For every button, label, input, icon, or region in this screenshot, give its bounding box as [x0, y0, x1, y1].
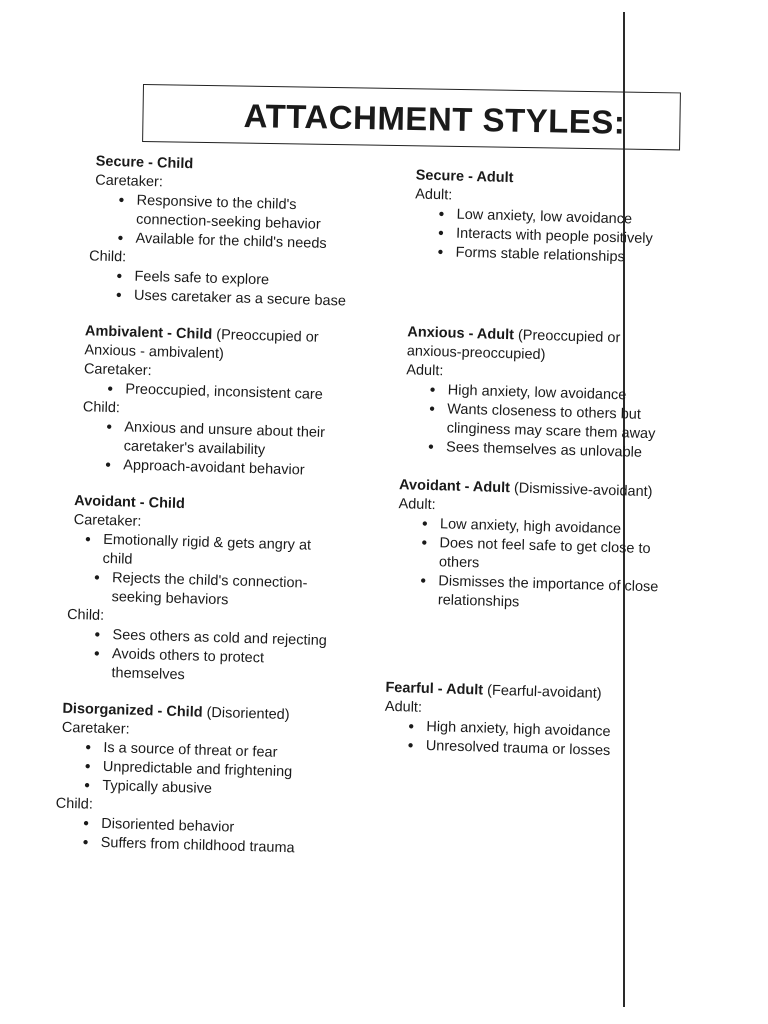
role-label: Adult:: [414, 186, 453, 204]
role-label: Caretaker:: [61, 719, 130, 738]
role-label: Child:: [82, 399, 121, 417]
section-heading: Secure - Adult: [415, 167, 514, 187]
section-avoidant-child: [66, 492, 368, 690]
bullet-list: [416, 515, 681, 617]
bullet-list: [101, 418, 370, 482]
bullet-list: [112, 267, 375, 312]
list-item: • Unresolved trauma or losses: [404, 736, 674, 763]
bullet-list: [79, 530, 367, 614]
list-item: • Emotionally rigid & gets angry at child: [80, 530, 318, 575]
page-title: ATTACHMENT STYLES:: [243, 97, 626, 141]
role-label: Adult:: [406, 362, 444, 380]
section-secure-child: [88, 153, 378, 313]
role-label: Child:: [66, 606, 105, 624]
section-disorganized-child: [55, 700, 362, 860]
list-item: • Interacts with people positively: [434, 224, 688, 250]
role-label: Caretaker:: [83, 361, 152, 380]
list-item: • Feels safe to explore: [112, 267, 374, 293]
section-heading: Avoidant - Child: [74, 493, 186, 513]
list-item: • Unpredictable and frightening: [81, 757, 361, 784]
list-item: • High anxiety, high avoidance: [404, 717, 674, 744]
role-label: Caretaker:: [94, 172, 164, 191]
list-item: • Disoriented behavior: [79, 814, 359, 841]
section-heading: Secure - Child: [95, 153, 194, 173]
role-label: Child:: [55, 795, 94, 813]
section-secure-adult: [413, 166, 690, 269]
list-item: • Is a source of threat or fear: [81, 738, 361, 765]
list-item: • Rejects the child's connection-seeking behaviors: [89, 569, 312, 613]
list-item: • Suffers from childhood trauma: [78, 833, 358, 860]
list-item: • High anxiety, low avoidance: [425, 381, 683, 407]
list-item: • Sees themselves as unlovable: [424, 438, 682, 464]
list-item: • Low anxiety, high avoidance: [418, 515, 680, 541]
list-item: • Low anxiety, low avoidance: [434, 205, 688, 231]
adult-column: [384, 166, 690, 763]
list-item: • Uses caretaker as a secure base: [112, 286, 374, 312]
bullet-list: [424, 381, 684, 464]
section-heading: Avoidant - Adult (Dismissive-avoidant): [398, 477, 653, 501]
role-label: Adult:: [384, 698, 423, 716]
list-item: • Does not feel safe to get close to others: [417, 534, 660, 579]
list-item: • Sees others as cold and rejecting: [90, 626, 364, 653]
list-item: • Dismisses the importance of close relationships: [416, 572, 669, 617]
bullet-list: [80, 738, 361, 803]
section-heading: Fearful - Adult (Fearful-avoidant): [385, 679, 602, 702]
bullet-list: [89, 626, 364, 691]
list-item: • Preoccupied, inconsistent care: [103, 380, 371, 406]
section-avoidant-adult: [396, 476, 682, 617]
role-label: Adult:: [398, 496, 436, 514]
role-label: Caretaker:: [73, 512, 142, 530]
list-item: • Avoids others to protect themselves: [89, 645, 282, 688]
list-item: • Typically abusive: [80, 776, 360, 803]
bullet-list: [404, 717, 675, 763]
child-column: [55, 152, 377, 860]
bullet-list: [113, 191, 376, 255]
section-anxious-adult: [404, 323, 686, 464]
list-item: • Wants closeness to others but clinginess may scare them away: [424, 400, 667, 445]
list-item: • Approach-avoidant behavior: [101, 456, 369, 482]
list-item: • Responsive to the child's connection-seeking behavior: [114, 191, 337, 235]
section-ambivalent-child: [81, 322, 373, 482]
section-heading: Ambivalent - Child (Preoccupied or Anxious - ambivalent): [84, 323, 319, 363]
bullet-list: [78, 814, 359, 860]
section-heading: Disorganized - Child (Disoriented): [62, 700, 290, 724]
list-item: • Available for the child's needs: [113, 229, 375, 255]
role-label: Child:: [88, 248, 127, 266]
list-item: • Forms stable relationships: [433, 243, 687, 269]
bullet-list: [433, 205, 688, 269]
section-heading: Anxious - Adult (Preoccupied or anxious-preoccupied): [406, 324, 621, 364]
section-fearful-adult: [384, 679, 676, 763]
list-item: • Anxious and unsure about their caretaker's availability: [102, 418, 335, 462]
